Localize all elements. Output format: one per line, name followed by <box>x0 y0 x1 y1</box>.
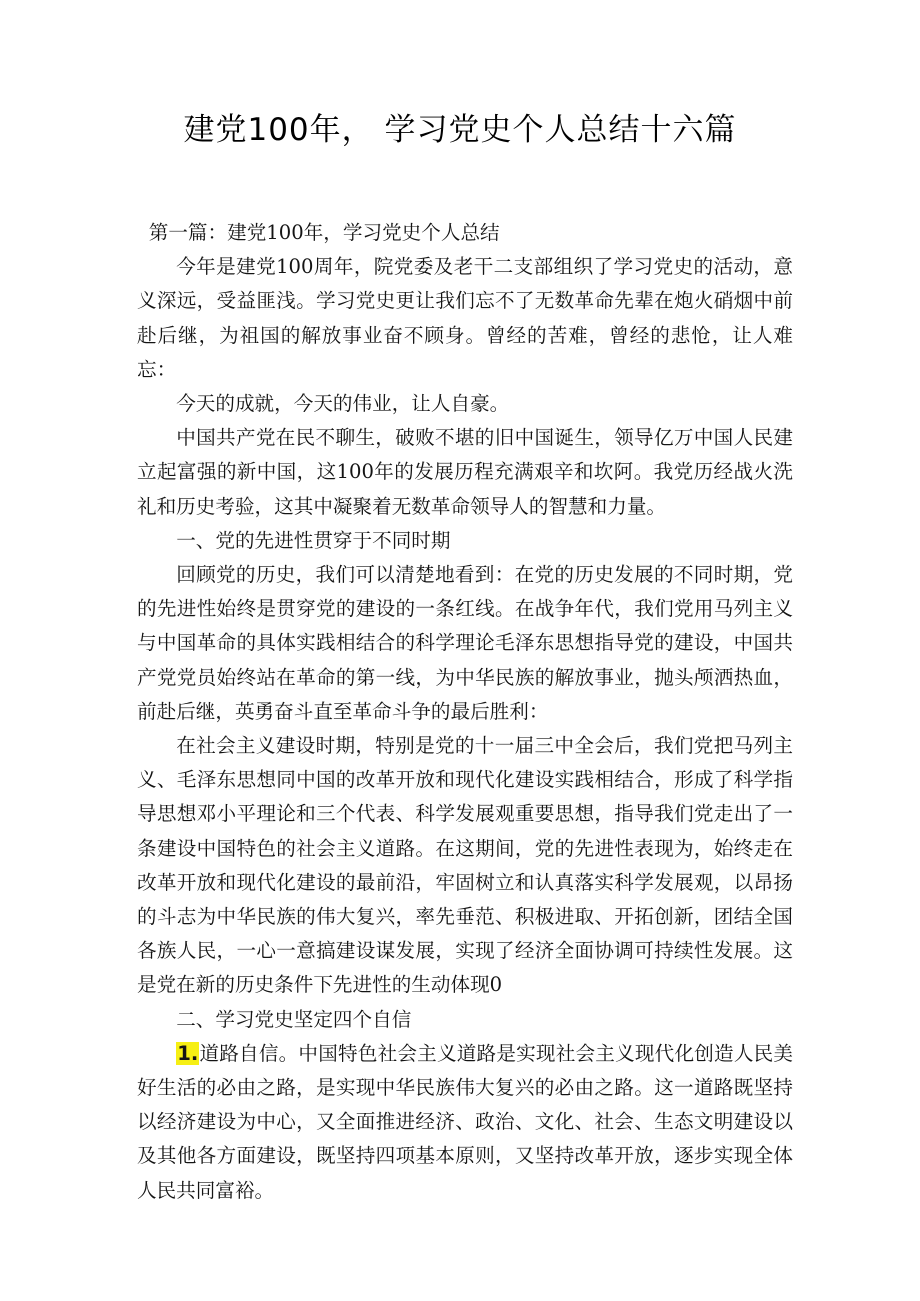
paragraph-intro: 今年是建党100周年，院党委及老干二支部组织了学习党史的活动，意义深远，受益匪浅。学习党史更让我们忘不了无数革命先辈在炮火硝烟中前赴后继，为祖国的解放事业奋不顾身。曾经的苦难，曾经的悲怆，让人难忘： <box>137 255 793 381</box>
road-confidence-text: 道路自信。中国特色社会主义道路是实现社会主义现代化创造人民美好生活的必由之路，是实现中华民族伟大复兴的必由之路。这一道路既坚持以经济建设为中心，又全面推进经济、政治、文化、社会、生态文明建设以及其他各方面建设，既坚持四项基本原则，又坚持改革开放，逐步实现全体人民共同富裕。 <box>137 1041 793 1202</box>
highlighted-item-number: 1. <box>177 1041 199 1065</box>
paragraph-review: 回顾党的历史，我们可以清楚地看到：在党的历史发展的不同时期，党的先进性始终是贯穿党的建设的一条红线。在战争年代，我们党用马列主义与中国革命的具体实践相结合的科学理论毛泽东思想指导党的建设，中国共产党党员始终站在革命的第一线，为中华民族的解放事业，抛头颅洒热血，前赴后继，英勇奋斗直至革命斗争的最后胜利： <box>137 563 793 723</box>
section-heading-2: 二、学习党史坚定四个自信 <box>176 1007 412 1031</box>
paragraph-history: 中国共产党在民不聊生，破败不堪的旧中国诞生，领导亿万中国人民建立起富强的新中国，这100年的发展历程充满艰辛和坎阿。我党历经战火洗礼和历史考验，这其中凝聚着无数革命领导人的智慧和力量。 <box>137 426 793 518</box>
document-body <box>137 216 793 1208</box>
paragraph-road-confidence <box>137 1037 793 1208</box>
section-heading-1: 一、党的先进性贯穿于不同时期 <box>176 528 451 552</box>
subheading: 第一篇：建党100年，学习党史个人总结 <box>148 221 500 244</box>
document-title: 建党100年， 学习党史个人总结十六篇 <box>183 112 737 148</box>
paragraph-achievement: 今天的成就，今天的伟业，让人自豪。 <box>176 392 510 416</box>
paragraph-construction: 在社会主义建设时期，特别是党的十一届三中全会后，我们党把马列主义、毛泽东思想同中国的改革开放和现代化建设实践相结合，形成了科学指导思想邓小平理论和三个代表、科学发展观重要思想，指导我们党走出了一条建设中国特色的社会主义道路。在这期间，党的先进性表现为，始终走在改革开放和现代化建设的最前沿，牢固树立和认真落实科学发展观，以昂扬的斗志为中华民族的伟大复兴，率先垂范、积极进取、开拓创新，团结全国各族人民，一心一意搞建设谋发展，实现了经济全面协调可持续性发展。这是党在新的历史条件下先进性的生动体现0 <box>137 734 793 997</box>
